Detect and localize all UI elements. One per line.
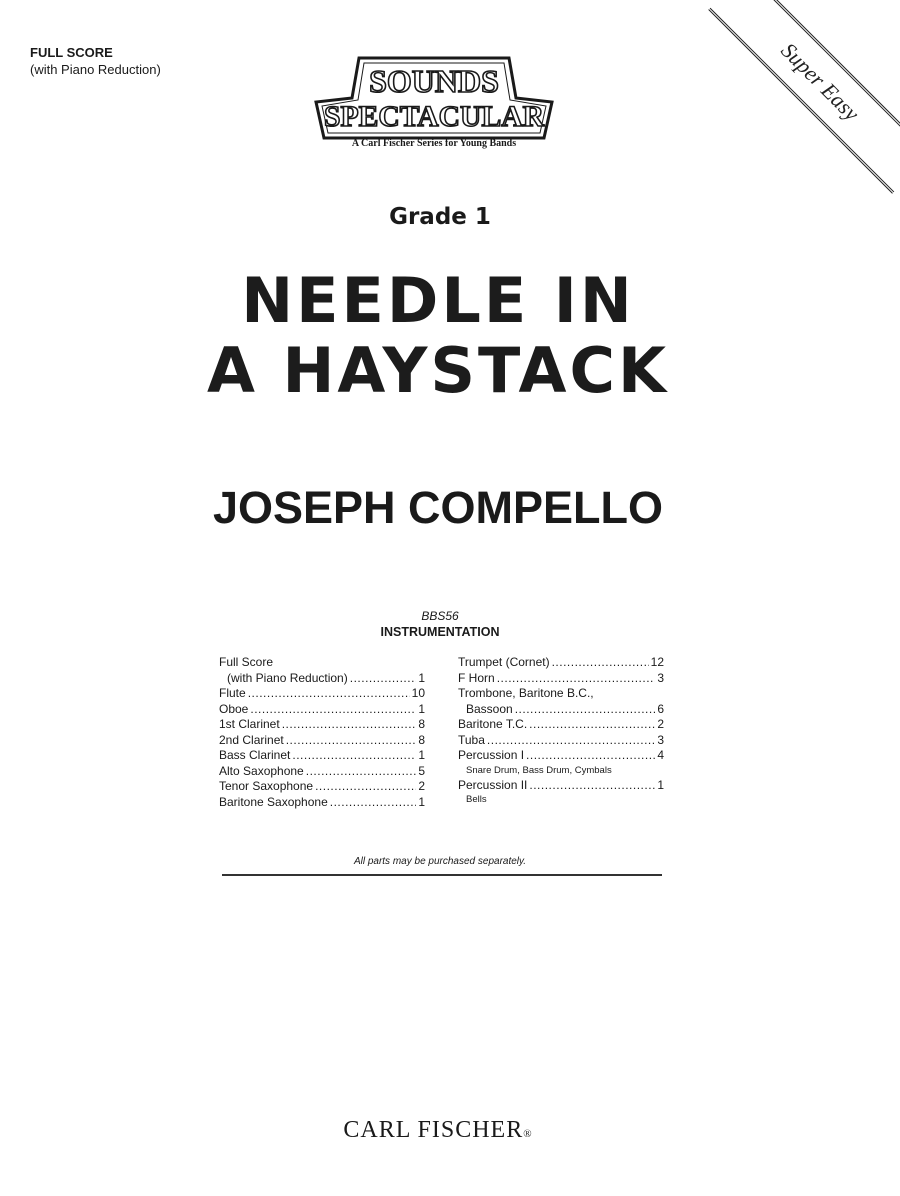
list-item: Percussion II ..... 1 <box>458 778 664 794</box>
registered-mark: ® <box>523 1128 533 1140</box>
parts-note: All parts may be purchased separately. <box>353 856 527 867</box>
list-item: Flute ..... 10 <box>219 686 425 702</box>
list-item: Tuba ..... 3 <box>458 733 664 749</box>
score-subtitle: (with Piano Reduction) <box>30 62 161 77</box>
instrumentation-left-column <box>219 655 425 810</box>
list-item: Bassoon ..... 6 <box>458 702 664 718</box>
instrumentation-right-column <box>458 655 664 807</box>
instrumentation-heading: INSTRUMENTATION <box>380 625 500 639</box>
logo-line-1: SOUNDS <box>369 63 499 99</box>
list-item: Full Score <box>219 655 274 669</box>
list-item: (with Piano Reduction) ..... 1 <box>219 671 425 687</box>
logo-line-2: SPECTACULAR <box>324 100 545 133</box>
title-line-1: NEEDLE IN <box>241 264 635 337</box>
list-item: Tenor Saxophone ..... 2 <box>219 779 425 795</box>
piece-title <box>0 266 876 406</box>
list-item: Percussion I ..... 4 <box>458 748 664 764</box>
list-item: Oboe ..... 1 <box>219 702 425 718</box>
publisher-text: CARL FISCHER <box>343 1117 524 1143</box>
grade-level: Grade 1 <box>389 204 491 230</box>
list-item: Bass Clarinet ..... 1 <box>219 748 425 764</box>
list-item: 1st Clarinet ..... 8 <box>219 717 425 733</box>
list-item: Baritone T.C. ..... 2 <box>458 717 664 733</box>
publisher-name <box>0 1117 876 1144</box>
list-item: 2nd Clarinet ..... 8 <box>219 733 425 749</box>
list-item: F Horn ..... 3 <box>458 671 664 687</box>
series-tagline: A Carl Fischer Series for Young Bands <box>351 138 517 149</box>
list-item: Alto Saxophone ..... 5 <box>219 764 425 780</box>
list-item: Baritone Saxophone ..... 1 <box>219 795 425 811</box>
composer-name: JOSEPH COMPELLO <box>212 482 664 533</box>
list-item-note: Snare Drum, Bass Drum, Cymbals <box>466 764 612 776</box>
difficulty-label: Super Easy <box>776 37 865 126</box>
list-item: Trombone, Baritone B.C., <box>458 686 594 700</box>
score-type-label <box>30 44 161 78</box>
list-item: Trumpet (Cornet) ..... 12 <box>458 655 664 671</box>
score-type: FULL SCORE <box>30 45 113 60</box>
list-item-note: Bells <box>466 794 487 805</box>
difficulty-banner <box>708 0 900 194</box>
catalog-number: BBS56 <box>421 609 459 623</box>
title-line-2: A HAYSTACK <box>206 334 670 407</box>
divider <box>222 874 662 876</box>
